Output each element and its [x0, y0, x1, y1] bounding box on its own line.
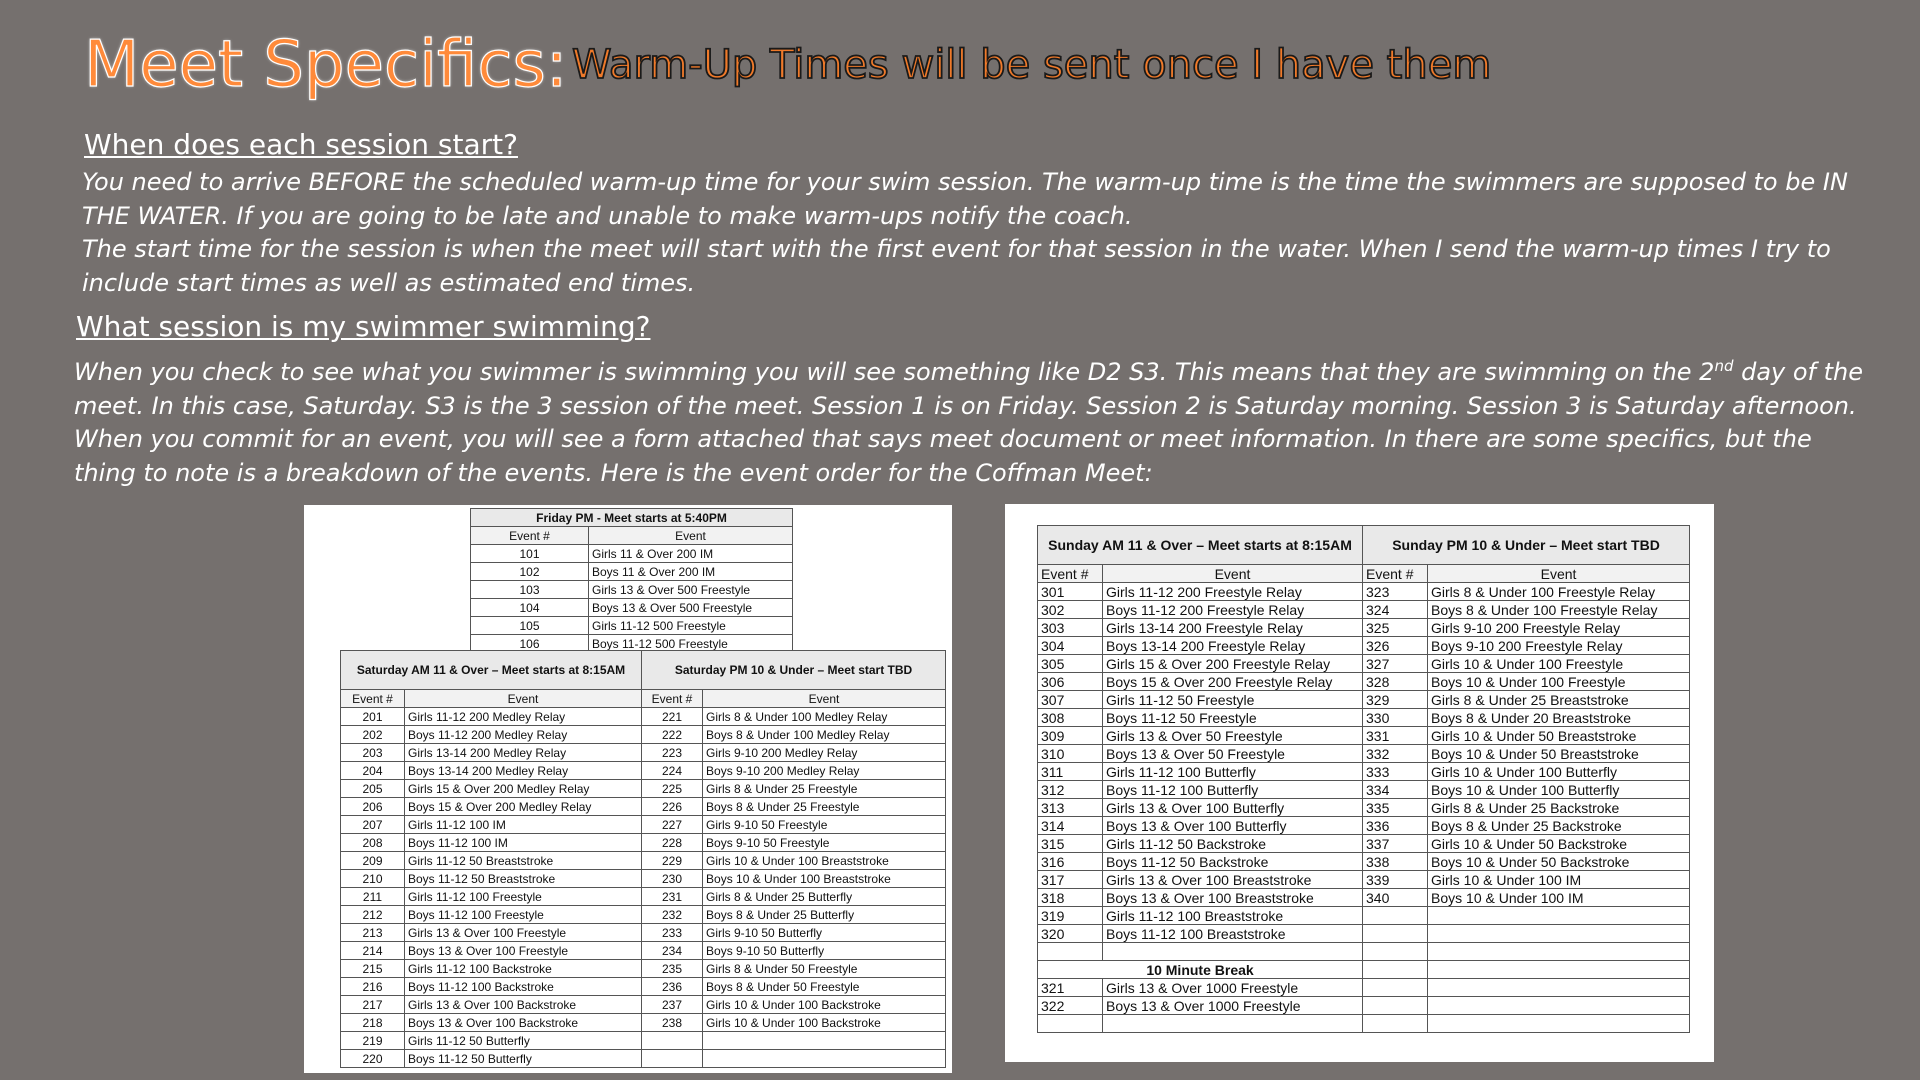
event-name: Boys 11-12 200 Freestyle Relay	[1103, 601, 1363, 619]
event-name: Girls 13 & Over 100 Breaststroke	[1103, 871, 1363, 889]
event-number: 315	[1038, 835, 1103, 853]
event-number: 339	[1363, 871, 1428, 889]
event-number: 323	[1363, 583, 1428, 601]
event-name: Girls 8 & Under 25 Freestyle	[703, 780, 946, 798]
event-name: Boys 8 & Under 100 Medley Relay	[703, 726, 946, 744]
column-header-event: Event	[703, 690, 946, 708]
event-name: Boys 9-10 50 Freestyle	[703, 834, 946, 852]
table-row	[341, 762, 946, 780]
event-number: 226	[642, 798, 703, 816]
event-name: Boys 10 & Under 50 Breaststroke	[1428, 745, 1690, 763]
event-name: Girls 8 & Under 25 Backstroke	[1428, 799, 1690, 817]
table-row	[1038, 673, 1690, 691]
event-number: 227	[642, 816, 703, 834]
event-name: Girls 8 & Under 25 Butterfly	[703, 888, 946, 906]
table-row	[1038, 655, 1690, 673]
table-row	[1038, 1015, 1690, 1033]
event-name: Boys 10 & Under 50 Backstroke	[1428, 853, 1690, 871]
event-name	[703, 1050, 946, 1068]
event-name: Boys 9-10 200 Freestyle Relay	[1428, 637, 1690, 655]
event-number: 102	[471, 563, 589, 581]
table-row	[1038, 943, 1690, 961]
empty-cell	[1363, 943, 1428, 961]
column-header-event-number: Event #	[642, 690, 703, 708]
table-row	[1038, 961, 1690, 979]
event-name: Girls 10 & Under 100 Freestyle	[1428, 655, 1690, 673]
empty-cell	[1428, 925, 1690, 943]
event-number: 105	[471, 617, 589, 635]
event-number: 103	[471, 581, 589, 599]
event-number: 308	[1038, 709, 1103, 727]
table-row	[1038, 925, 1690, 943]
event-name: Girls 11 & Over 200 IM	[589, 545, 793, 563]
table-row	[341, 816, 946, 834]
event-name: Boys 13 & Over 100 Breaststroke	[1103, 889, 1363, 907]
event-name	[703, 1032, 946, 1050]
empty-cell	[1363, 979, 1428, 997]
empty-cell	[1363, 997, 1428, 1015]
empty-cell	[1428, 1015, 1690, 1033]
event-number: 325	[1363, 619, 1428, 637]
table-row	[471, 599, 793, 617]
paragraph-start-time: The start time for the session is when the meet will start with the first event for that session in the water. When I send the warm-up times I try to include start times as well as estimated end times.	[82, 235, 1831, 297]
event-number: 229	[642, 852, 703, 870]
table-row	[1038, 871, 1690, 889]
saturday-am-session-title: Saturday AM 11 & Over – Meet starts at 8:15AM	[341, 651, 642, 690]
table-row	[341, 1014, 946, 1032]
table-row	[341, 798, 946, 816]
event-number: 230	[642, 870, 703, 888]
event-number: 302	[1038, 601, 1103, 619]
column-header-event-number: Event #	[471, 527, 589, 545]
event-name: Girls 13 & Over 100 Backstroke	[405, 996, 642, 1014]
event-name: Boys 8 & Under 50 Freestyle	[703, 978, 946, 996]
event-name: Boys 9-10 200 Medley Relay	[703, 762, 946, 780]
event-number: 331	[1363, 727, 1428, 745]
table-row	[341, 834, 946, 852]
event-number: 337	[1363, 835, 1428, 853]
section-heading-which-session: What session is my swimmer swimming?	[76, 310, 651, 343]
empty-cell	[1363, 961, 1428, 979]
table-row	[1038, 997, 1690, 1015]
empty-cell	[1103, 943, 1363, 961]
event-number: 333	[1363, 763, 1428, 781]
friday-event-table	[470, 508, 793, 653]
sunday-pm-session-title: Sunday PM 10 & Under – Meet start TBD	[1363, 526, 1690, 565]
event-number: 322	[1038, 997, 1103, 1015]
event-name: Boys 11-12 100 Freestyle	[405, 906, 642, 924]
event-name: Girls 8 & Under 50 Freestyle	[703, 960, 946, 978]
table-row	[341, 978, 946, 996]
table-row	[1038, 889, 1690, 907]
event-name: Boys 8 & Under 25 Butterfly	[703, 906, 946, 924]
table-row	[341, 1050, 946, 1068]
event-name: Girls 9-10 200 Freestyle Relay	[1428, 619, 1690, 637]
event-number: 225	[642, 780, 703, 798]
event-name: Boys 11 & Over 200 IM	[589, 563, 793, 581]
event-name: Boys 11-12 200 Medley Relay	[405, 726, 642, 744]
event-number: 316	[1038, 853, 1103, 871]
event-number: 321	[1038, 979, 1103, 997]
event-name: Boys 13 & Over 1000 Freestyle	[1103, 997, 1363, 1015]
event-name: Girls 11-12 50 Butterfly	[405, 1032, 642, 1050]
empty-cell	[1428, 979, 1690, 997]
column-header-event: Event	[1103, 565, 1363, 583]
event-number: 318	[1038, 889, 1103, 907]
event-number: 303	[1038, 619, 1103, 637]
friday-saturday-event-sheet	[304, 505, 952, 1073]
event-name: Boys 11-12 100 IM	[405, 834, 642, 852]
event-number: 216	[341, 978, 405, 996]
event-number: 313	[1038, 799, 1103, 817]
event-number: 301	[1038, 583, 1103, 601]
event-name: Boys 11-12 50 Breaststroke	[405, 870, 642, 888]
event-number: 221	[642, 708, 703, 726]
table-row	[471, 545, 793, 563]
table-row	[1038, 853, 1690, 871]
table-row	[341, 888, 946, 906]
table-row	[471, 563, 793, 581]
event-name: Girls 13 & Over 100 Butterfly	[1103, 799, 1363, 817]
saturday-pm-session-title: Saturday PM 10 & Under – Meet start TBD	[642, 651, 946, 690]
event-number: 219	[341, 1032, 405, 1050]
event-name: Boys 8 & Under 20 Breaststroke	[1428, 709, 1690, 727]
table-row	[1038, 745, 1690, 763]
event-name: Boys 13 & Over 100 Backstroke	[405, 1014, 642, 1032]
event-name: Girls 8 & Under 100 Freestyle Relay	[1428, 583, 1690, 601]
column-header-event-number: Event #	[341, 690, 405, 708]
event-number: 233	[642, 924, 703, 942]
event-number: 106	[471, 635, 589, 653]
table-row	[1038, 799, 1690, 817]
table-row	[1038, 727, 1690, 745]
event-name: Girls 13 & Over 1000 Freestyle	[1103, 979, 1363, 997]
table-row	[341, 906, 946, 924]
event-name: Boys 13 & Over 100 Freestyle	[405, 942, 642, 960]
event-number: 314	[1038, 817, 1103, 835]
event-name: Girls 13 & Over 50 Freestyle	[1103, 727, 1363, 745]
table-row	[1038, 619, 1690, 637]
event-name: Girls 11-12 100 IM	[405, 816, 642, 834]
event-name: Girls 13 & Over 100 Freestyle	[405, 924, 642, 942]
event-name: Girls 11-12 50 Backstroke	[1103, 835, 1363, 853]
column-header-event: Event	[1428, 565, 1690, 583]
event-number: 340	[1363, 889, 1428, 907]
table-row	[1038, 637, 1690, 655]
event-number: 211	[341, 888, 405, 906]
event-number: 217	[341, 996, 405, 1014]
event-name: Girls 9-10 50 Butterfly	[703, 924, 946, 942]
event-name: Girls 10 & Under 50 Backstroke	[1428, 835, 1690, 853]
event-name: Boys 10 & Under 100 Butterfly	[1428, 781, 1690, 799]
event-number: 104	[471, 599, 589, 617]
warmup-notice: Warm-Up Times will be sent once I have them	[572, 42, 1492, 88]
event-number: 222	[642, 726, 703, 744]
event-name: Girls 10 & Under 100 Butterfly	[1428, 763, 1690, 781]
event-number: 213	[341, 924, 405, 942]
event-name: Boys 11-12 50 Freestyle	[1103, 709, 1363, 727]
event-number: 326	[1363, 637, 1428, 655]
event-name: Girls 11-12 50 Breaststroke	[405, 852, 642, 870]
event-number: 208	[341, 834, 405, 852]
event-number: 324	[1363, 601, 1428, 619]
sunday-event-table	[1037, 525, 1690, 1033]
column-header-event-number: Event #	[1038, 565, 1103, 583]
event-number: 335	[1363, 799, 1428, 817]
event-number: 232	[642, 906, 703, 924]
event-number: 338	[1363, 853, 1428, 871]
section-text-which-session	[74, 350, 1864, 490]
event-name: Boys 13 & Over 50 Freestyle	[1103, 745, 1363, 763]
event-name: Girls 13 & Over 500 Freestyle	[589, 581, 793, 599]
event-number: 317	[1038, 871, 1103, 889]
event-name: Girls 10 & Under 100 Breaststroke	[703, 852, 946, 870]
sunday-event-sheet	[1005, 504, 1714, 1062]
table-row	[341, 1032, 946, 1050]
table-row	[341, 960, 946, 978]
empty-cell	[1428, 907, 1690, 925]
event-number: 223	[642, 744, 703, 762]
table-row	[341, 870, 946, 888]
event-number: 231	[642, 888, 703, 906]
event-number: 212	[341, 906, 405, 924]
table-row	[341, 924, 946, 942]
event-name: Girls 10 & Under 100 Backstroke	[703, 1014, 946, 1032]
event-name: Boys 9-10 50 Butterfly	[703, 942, 946, 960]
event-name: Girls 11-12 500 Freestyle	[589, 617, 793, 635]
empty-cell	[1363, 925, 1428, 943]
event-name: Boys 8 & Under 25 Backstroke	[1428, 817, 1690, 835]
event-number: 224	[642, 762, 703, 780]
event-name: Girls 11-12 200 Freestyle Relay	[1103, 583, 1363, 601]
paragraph-event-order: When you commit for an event, you will see a form attached that says meet document or meet information. In there are some specifics, but the thing to note is a breakdown of the events. Here is the event order for the Coffman Meet:	[74, 425, 1812, 487]
event-name: Boys 8 & Under 100 Freestyle Relay	[1428, 601, 1690, 619]
event-name: Boys 10 & Under 100 Breaststroke	[703, 870, 946, 888]
event-name: Boys 11-12 100 Butterfly	[1103, 781, 1363, 799]
event-name: Girls 10 & Under 100 Backstroke	[703, 996, 946, 1014]
page-title: Meet Specifics:	[84, 28, 568, 102]
event-name: Girls 11-12 100 Butterfly	[1103, 763, 1363, 781]
table-row	[341, 852, 946, 870]
event-number: 210	[341, 870, 405, 888]
event-name: Boys 13-14 200 Medley Relay	[405, 762, 642, 780]
event-number: 327	[1363, 655, 1428, 673]
table-row	[341, 726, 946, 744]
event-number: 202	[341, 726, 405, 744]
empty-cell	[1038, 1015, 1103, 1033]
empty-cell	[1363, 907, 1428, 925]
column-header-event: Event	[405, 690, 642, 708]
event-name: Girls 13-14 200 Medley Relay	[405, 744, 642, 762]
event-name: Boys 11-12 50 Butterfly	[405, 1050, 642, 1068]
table-row	[1038, 691, 1690, 709]
table-row	[341, 708, 946, 726]
saturday-event-table	[340, 650, 946, 1068]
event-number: 220	[341, 1050, 405, 1068]
event-number: 312	[1038, 781, 1103, 799]
table-row	[1038, 781, 1690, 799]
event-number: 204	[341, 762, 405, 780]
paragraph-arrive-before: You need to arrive BEFORE the scheduled warm-up time for your swim session. The warm-up time is the time the swimmers are supposed to be IN THE WATER. If you are going to be late and unable to make warm-ups notify the coach.	[82, 168, 1848, 230]
section-text-session-start	[82, 166, 1872, 300]
event-number: 307	[1038, 691, 1103, 709]
event-number: 207	[341, 816, 405, 834]
event-name: Boys 10 & Under 100 IM	[1428, 889, 1690, 907]
table-row	[341, 780, 946, 798]
empty-cell	[1363, 1015, 1428, 1033]
table-row	[341, 744, 946, 762]
break-label: 10 Minute Break	[1038, 961, 1363, 979]
event-name: Boys 11-12 100 Breaststroke	[1103, 925, 1363, 943]
table-row	[1038, 817, 1690, 835]
event-number: 201	[341, 708, 405, 726]
event-number: 236	[642, 978, 703, 996]
friday-session-title: Friday PM - Meet starts at 5:40PM	[471, 509, 793, 527]
event-number: 336	[1363, 817, 1428, 835]
event-number: 237	[642, 996, 703, 1014]
event-number: 304	[1038, 637, 1103, 655]
event-name: Girls 8 & Under 100 Medley Relay	[703, 708, 946, 726]
event-name: Girls 10 & Under 50 Breaststroke	[1428, 727, 1690, 745]
event-name: Boys 13 & Over 500 Freestyle	[589, 599, 793, 617]
table-row	[1038, 763, 1690, 781]
event-name: Girls 10 & Under 100 IM	[1428, 871, 1690, 889]
event-name: Girls 9-10 50 Freestyle	[703, 816, 946, 834]
table-row	[1038, 601, 1690, 619]
table-row	[471, 581, 793, 599]
empty-cell	[1428, 943, 1690, 961]
event-name: Girls 8 & Under 25 Breaststroke	[1428, 691, 1690, 709]
event-name: Girls 11-12 50 Freestyle	[1103, 691, 1363, 709]
event-number: 328	[1363, 673, 1428, 691]
event-number	[642, 1032, 703, 1050]
event-name: Girls 11-12 100 Backstroke	[405, 960, 642, 978]
paragraph-session-code: When you check to see what you swimmer is swimming you will see something like D2 S3. This means that they are swimming on the 2nd day of the meet. In this case, Saturday. S3 is the 3 session of the meet. Session 1 is on Friday. Session 2 is Saturday morning. Session 3 is Saturday afternoon.	[74, 357, 1864, 420]
empty-cell	[1428, 997, 1690, 1015]
event-number: 209	[341, 852, 405, 870]
empty-cell	[1103, 1015, 1363, 1033]
table-row	[1038, 907, 1690, 925]
table-row	[471, 617, 793, 635]
event-number: 319	[1038, 907, 1103, 925]
event-number: 214	[341, 942, 405, 960]
event-number	[642, 1050, 703, 1068]
event-number: 329	[1363, 691, 1428, 709]
event-number: 306	[1038, 673, 1103, 691]
event-name: Boys 13-14 200 Freestyle Relay	[1103, 637, 1363, 655]
event-number: 320	[1038, 925, 1103, 943]
table-row	[1038, 979, 1690, 997]
table-row	[1038, 583, 1690, 601]
event-name: Girls 11-12 100 Breaststroke	[1103, 907, 1363, 925]
event-number: 305	[1038, 655, 1103, 673]
event-name: Girls 11-12 200 Medley Relay	[405, 708, 642, 726]
event-number: 228	[642, 834, 703, 852]
event-number: 309	[1038, 727, 1103, 745]
event-number: 238	[642, 1014, 703, 1032]
event-number: 205	[341, 780, 405, 798]
table-row	[1038, 835, 1690, 853]
event-number: 203	[341, 744, 405, 762]
event-number: 310	[1038, 745, 1103, 763]
event-name: Boys 11-12 50 Backstroke	[1103, 853, 1363, 871]
table-row	[1038, 709, 1690, 727]
event-number: 311	[1038, 763, 1103, 781]
event-number: 330	[1363, 709, 1428, 727]
event-name: Boys 15 & Over 200 Freestyle Relay	[1103, 673, 1363, 691]
event-name: Boys 8 & Under 25 Freestyle	[703, 798, 946, 816]
table-row	[341, 996, 946, 1014]
section-heading-session-start: When does each session start?	[84, 128, 518, 161]
event-name: Girls 15 & Over 200 Freestyle Relay	[1103, 655, 1363, 673]
event-name: Boys 13 & Over 100 Butterfly	[1103, 817, 1363, 835]
empty-cell	[1428, 961, 1690, 979]
event-number: 334	[1363, 781, 1428, 799]
event-name: Boys 11-12 100 Backstroke	[405, 978, 642, 996]
event-number: 218	[341, 1014, 405, 1032]
event-number: 215	[341, 960, 405, 978]
event-number: 101	[471, 545, 589, 563]
event-name: Girls 9-10 200 Medley Relay	[703, 744, 946, 762]
event-name: Boys 15 & Over 200 Medley Relay	[405, 798, 642, 816]
event-name: Boys 10 & Under 100 Freestyle	[1428, 673, 1690, 691]
table-row	[341, 942, 946, 960]
sunday-am-session-title: Sunday AM 11 & Over – Meet starts at 8:15AM	[1038, 526, 1363, 565]
event-number: 234	[642, 942, 703, 960]
event-number: 235	[642, 960, 703, 978]
event-number: 206	[341, 798, 405, 816]
event-name: Girls 13-14 200 Freestyle Relay	[1103, 619, 1363, 637]
column-header-event: Event	[589, 527, 793, 545]
empty-cell	[1038, 943, 1103, 961]
event-name: Boys 11-12 500 Freestyle	[589, 635, 793, 653]
column-header-event-number: Event #	[1363, 565, 1428, 583]
event-number: 332	[1363, 745, 1428, 763]
event-name: Girls 11-12 100 Freestyle	[405, 888, 642, 906]
event-name: Girls 15 & Over 200 Medley Relay	[405, 780, 642, 798]
